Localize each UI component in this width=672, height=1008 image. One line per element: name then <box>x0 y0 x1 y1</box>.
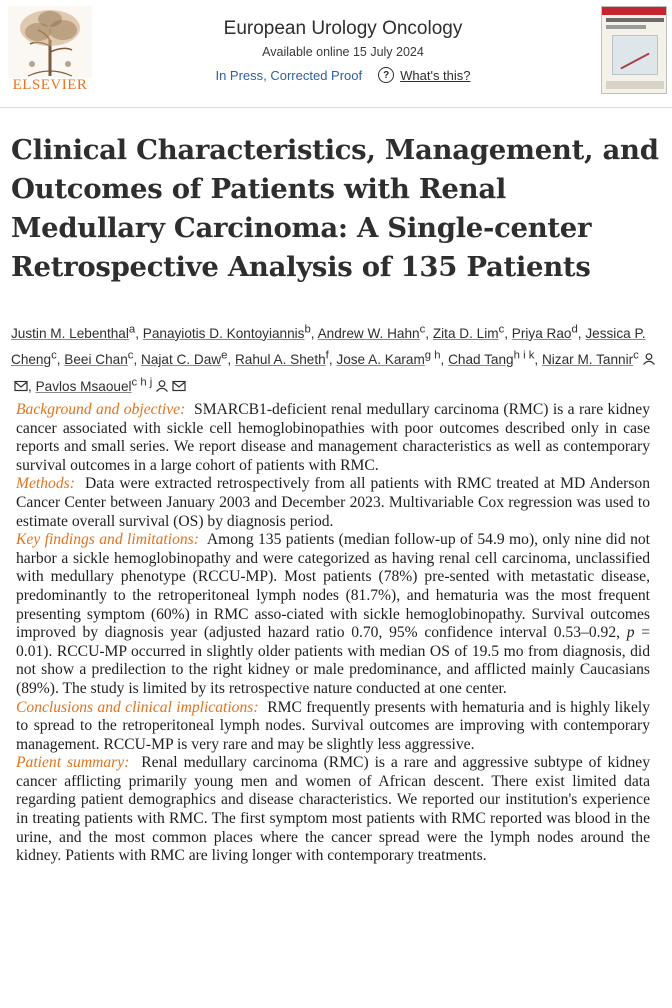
journal-header <box>0 0 672 108</box>
author-separator: , <box>534 352 539 368</box>
author-entry <box>234 349 336 368</box>
author-name[interactable]: Zita D. Lim <box>432 325 499 341</box>
author-affiliation-marker[interactable]: a <box>128 323 136 335</box>
envelope-icon[interactable] <box>14 377 28 389</box>
author-affiliation-marker[interactable]: d <box>571 323 578 335</box>
article-title: Clinical Characteristics, Management, and Outcomes of Patients with Renal Medullary Carcinoma: A Single-center Retrospective Analysis of 135 Patients <box>11 134 659 283</box>
question-circle-icon: ? <box>378 67 394 83</box>
section-label-conclusions: Conclusions and clinical implications: <box>16 698 259 716</box>
author-affiliation-marker[interactable]: c <box>127 349 134 362</box>
author-affiliation-marker[interactable]: c <box>633 349 639 362</box>
author-separator: , <box>227 352 232 368</box>
author-name[interactable]: Rahul A. Sheth <box>234 352 326 368</box>
author-name[interactable]: Jose A. Karam <box>336 352 425 368</box>
summary-text: Renal medullary carcinoma (RMC) is a rare and aggressive subtype of kidney cancer afflicting primarily young men and women of African descent. There exist limited data regarding patient demographics and disease characteristics. We reported our institution's experience in treating patients with RMC. The first symptom most patients with RMC reported was blood in the urine, and the most common places where the cancer spread were the lymph nodes around the kidney. Patients with RMC are living longer with contemporary treatments. <box>16 754 651 865</box>
elsevier-tree-icon <box>8 6 92 78</box>
author-list <box>11 318 666 398</box>
author-separator: , <box>28 378 32 394</box>
section-label-summary: Patient summary: <box>16 754 130 772</box>
journal-cover-thumbnail[interactable] <box>601 6 667 94</box>
author-affiliation-marker[interactable]: h i k <box>513 349 535 362</box>
abstract-conclusions <box>16 699 650 755</box>
author-separator: , <box>425 325 430 341</box>
section-label-findings: Key findings and limitations: <box>16 531 199 549</box>
background-text: SMARCB1-deficient renal medullary carcinoma (RMC) is a rare kidney cancer associated with sickle cell hemoglobinopathies with poor outcomes described only in case reports and small series. We report disease and management characteristics as well as contemporary survival outcomes in a large cohort of patients with RMC. <box>16 401 650 474</box>
author-name[interactable]: Andrew W. Hahn <box>317 325 420 341</box>
findings-text-2: = 0.01). RCCU-MP occurred in slightly older patients with median OS of 19.5 mo from diagnosis, did not show a predilection to the right kidney or male predominance, and afflicted mainly Caucasians (89%). The study is limited by its retrospective nature conducted at one center. <box>16 624 650 697</box>
author-separator: , <box>440 352 445 368</box>
author-name[interactable]: Justin M. Lebenthal <box>11 325 129 341</box>
whats-this-label: What's this? <box>400 67 471 83</box>
article-status-link[interactable]: In Press, Corrected Proof <box>215 67 363 83</box>
author-entry <box>511 323 586 341</box>
person-icon[interactable] <box>642 350 656 362</box>
author-affiliation-marker[interactable]: f <box>325 349 329 362</box>
author-separator: , <box>504 325 509 341</box>
findings-text-1: Among 135 patients (median follow-up of 54.9 mo), only nine did not harbor a sickle hemoglobinopathy and were categorized as having renal cell carcinoma, unclassified with medullary phenotype (RCCU-MP). Most patients (78%) pre-sented with metastatic disease, predominantly to the retroperitoneal lymph nodes (81.7%), and hematuria was the most frequent presenting symptom (60%) in RMC asso-ciated with sickle hemoglobinopathy. Survival outcomes improved by diagnosis year (adjusted hazard ratio 0.70, 95% confidence interval 0.53–0.92, <box>16 531 650 642</box>
author-separator: , <box>135 325 139 341</box>
author-name[interactable]: Priya Rao <box>511 325 572 341</box>
section-label-background: Background and objective: <box>16 401 186 418</box>
p-value-symbol: p <box>626 624 635 642</box>
author-entry <box>317 323 433 341</box>
author-separator: , <box>56 352 61 368</box>
author-name[interactable]: Panayiotis D. Kontoyiannis <box>142 325 305 341</box>
section-label-methods: Methods: <box>16 475 75 493</box>
journal-title[interactable]: European Urology Oncology <box>223 18 463 39</box>
author-entry <box>336 349 448 368</box>
author-name[interactable]: Pavlos Msaouel <box>35 378 132 394</box>
abstract <box>16 401 650 866</box>
publisher-wordmark: ELSEVIER <box>12 77 88 93</box>
author-affiliation-marker[interactable]: g h <box>424 349 441 362</box>
author-affiliation-marker[interactable]: c h j <box>131 376 153 389</box>
author-separator: , <box>133 352 138 368</box>
journal-info <box>108 18 578 83</box>
abstract-methods <box>16 475 650 531</box>
author-name[interactable]: Beei Chan <box>64 352 128 368</box>
author-affiliation-marker[interactable]: e <box>221 349 228 362</box>
author-name[interactable]: Chad Tang <box>448 352 514 368</box>
abstract-findings <box>16 531 650 698</box>
author-entry <box>432 323 512 341</box>
author-separator: , <box>328 352 333 368</box>
author-name[interactable]: Nizar M. Tannir <box>541 352 634 368</box>
conclusions-text: RMC frequently presents with hematuria and is highly likely to spread to the retroperitoneal lymph nodes. Survival outcomes are improving with contemporary management. RCCU-MP is very rare and may be slightly less aggressive. <box>16 698 650 753</box>
person-icon[interactable] <box>155 377 169 389</box>
author-entry <box>64 349 141 368</box>
author-affiliation-marker[interactable]: c <box>419 323 426 335</box>
author-entry <box>142 323 318 341</box>
author-entry <box>11 323 143 341</box>
author-separator: , <box>310 325 315 341</box>
article-status-row <box>108 67 578 83</box>
whats-this-link[interactable] <box>378 67 470 83</box>
envelope-icon[interactable] <box>172 377 186 389</box>
abstract-background <box>16 401 650 475</box>
author-separator: , <box>577 325 582 341</box>
abstract-summary <box>16 754 650 866</box>
author-affiliation-marker[interactable]: c <box>498 323 505 335</box>
methods-text: Data were extracted retrospectively from all patients with RMC treated at MD Anderson Cancer Center between January 2003 and December 2023. Multivariable Cox regression was used to estimate overall survival (OS) by diagnosis period. <box>16 475 650 530</box>
author-entry <box>35 376 187 394</box>
author-entry <box>141 349 235 368</box>
author-entry <box>448 349 542 368</box>
author-name[interactable]: Jessica P. Cheng <box>11 325 646 368</box>
author-affiliation-marker[interactable]: b <box>304 323 311 335</box>
available-online-date: Available online 15 July 2024 <box>262 45 424 59</box>
author-affiliation-marker[interactable]: c <box>51 349 57 362</box>
author-name[interactable]: Najat C. Daw <box>141 352 222 368</box>
